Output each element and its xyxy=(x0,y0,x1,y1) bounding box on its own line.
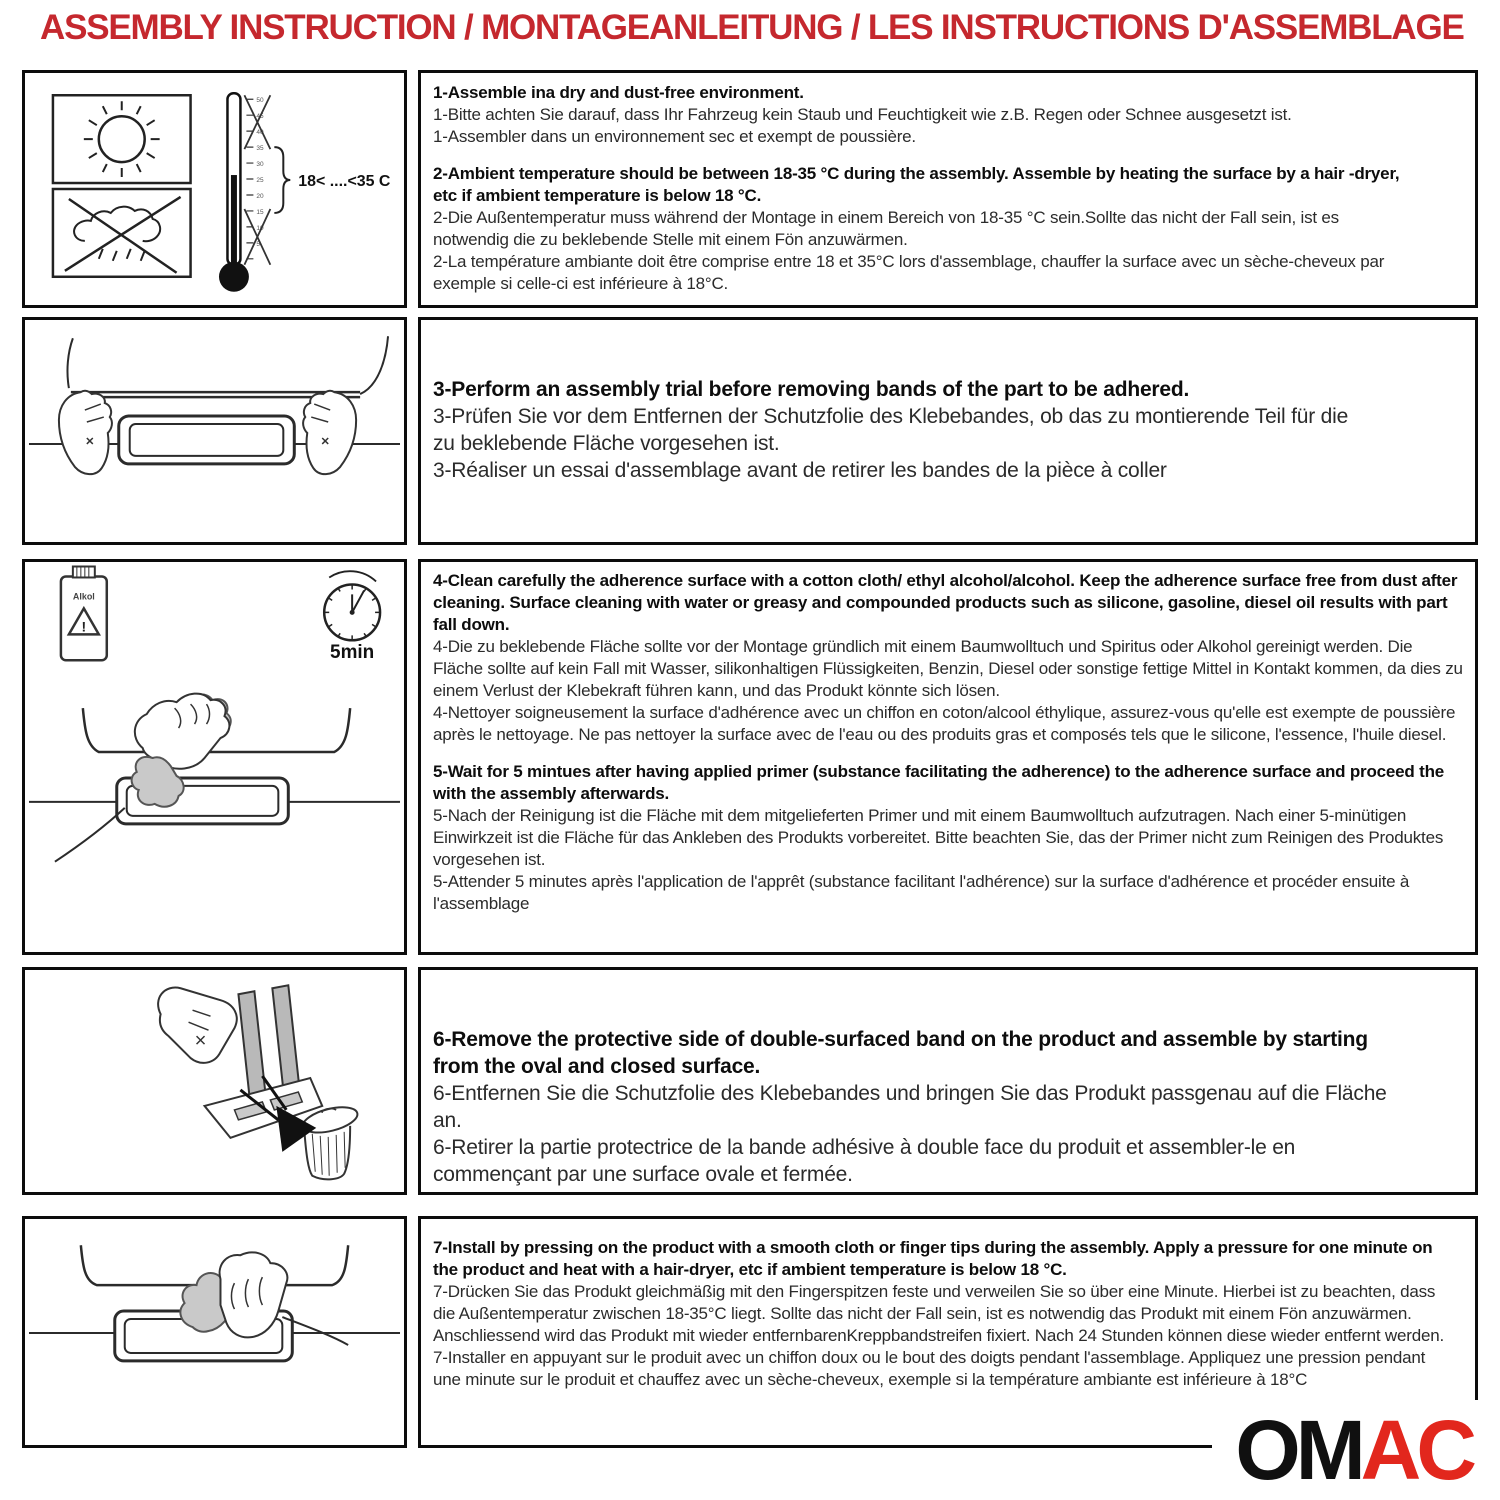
svg-text:15: 15 xyxy=(256,208,264,216)
instruction-text-box-2 xyxy=(418,317,1478,545)
instruction-paragraph: 6-Remove the protective side of double-surfaced band on the product and assemble by starting from the oval and closed surface. xyxy=(433,1028,1368,1078)
pressing-illustration-svg xyxy=(25,1219,404,1445)
svg-text:35: 35 xyxy=(256,145,264,153)
cleaning-illustration-svg xyxy=(25,562,404,952)
omac-logo xyxy=(1212,1400,1478,1500)
instruction-paragraph: 6-Entfernen Sie die Schutzfolie des Klebebandes und bringen Sie das Produkt passgenau auf die Fläche an. xyxy=(433,1082,1387,1132)
instruction-paragraph-list xyxy=(433,1026,1415,1188)
instruction-paragraph: 2-Die Außentemperatur muss während der Montage in einem Bereich von 18-35 °C sein.Sollte das nicht der Fall sein, ist es notwendig die zu beklebende Stelle mit einem Fön anzuwärmen. xyxy=(433,208,1339,249)
assembly-trial-illustration-svg xyxy=(25,320,404,542)
svg-text:!: ! xyxy=(81,618,87,635)
omac-logo-black-part: OM xyxy=(1235,1403,1361,1497)
svg-text:40: 40 xyxy=(256,129,264,137)
instruction-paragraph: 4-Nettoyer soigneusement la surface d'adhérence avec un chiffon en coton/alcool éthylique, assurez-vous qu'elle est exempte de poussière après le nettoyage. Ne pas nettoyer la surface avec de l'eau ou des produits gras et composés tels que le silicone, l'essence, l'huile diesel. xyxy=(433,703,1456,744)
instruction-paragraph: 1-Assembler dans un environnement sec et exempt de poussière. xyxy=(433,127,916,146)
svg-text:50: 50 xyxy=(256,97,264,105)
svg-text:45: 45 xyxy=(256,113,264,121)
page-title: ASSEMBLY INSTRUCTION / MONTAGEANLEITUNG / LES INSTRUCTIONS D'ASSEMBLAGE xyxy=(40,8,1464,47)
instruction-paragraph: 7-Drücken Sie das Produkt gleichmäßig mit den Fingerspitzen feste und verweilen Sie so über eine Minute. Hierbei ist zu beachten, dass die Außentemperatur zwischen 18-35°C liegt. Sollte das nicht der Fall sein, ist es notwendig das Produkt mit einem Fön anzuwärmen. Anschliessend wird das Produkt mit wieder entfernbarenKreppbandstreifen fixiert. Nach 24 Stunden können diese wieder entfernt werden. xyxy=(433,1282,1444,1345)
instruction-paragraph: 1-Assemble ina dry and dust-free environment. xyxy=(433,83,804,102)
band-removal-illustration xyxy=(22,967,407,1195)
instruction-paragraph: 3-Perform an assembly trial before removing bands of the part to be adhered. xyxy=(433,378,1190,401)
adhesive-band-icon xyxy=(67,336,388,397)
pressing-hand-icon xyxy=(180,1252,348,1345)
svg-text:25: 25 xyxy=(256,177,264,185)
peeling-hand-icon xyxy=(158,988,237,1063)
band-removal-illustration-svg xyxy=(25,970,404,1192)
instruction-paragraph-list xyxy=(433,82,1415,295)
instruction-paragraph: 6-Retirer la partie protectrice de la bande adhésive à double face du produit et assembler-le en commençant par une surface ovale et fermée. xyxy=(433,1136,1296,1186)
assembly-trial-illustration xyxy=(22,317,407,545)
cleaning-illustration xyxy=(22,559,407,955)
temperature-range-label: 18< ....<35 C xyxy=(298,173,391,191)
instruction-paragraph-list xyxy=(433,1237,1451,1391)
instruction-text-box-1 xyxy=(418,70,1478,308)
instruction-paragraph: 5-Attender 5 minutes après l'application de l'apprêt (substance facilitant l'adhérence) sur la surface d'adhérence et procéder ensuite à l'assemblage xyxy=(433,872,1410,913)
instruction-paragraph-list xyxy=(433,570,1463,915)
no-rain-icon xyxy=(53,189,191,277)
instruction-paragraph: 5-Nach der Reinigung ist die Fläche mit dem mitgelieferten Primer und mit einem Baumwolltuch aufzutragen. Nach einer 5-minütigen Einwirkzeit ist die Fläche für das Ankleben des Produkts vorbereitet. Bitte beachten Sie, das der Primer nicht zum Reinigen des Produktes vorgesehen ist. xyxy=(433,806,1444,869)
svg-text:5: 5 xyxy=(256,240,260,248)
instruction-paragraph: 2-La température ambiante doit être comprise entre 18 et 35°C lors d'assemblage, chauffer la surface avec un sèche-cheveux par exemple si celle-ci est inférieure à 18°C. xyxy=(433,252,1385,293)
instruction-paragraph: 7-Install by pressing on the product with a smooth cloth or finger tips during the assembly. Apply a pressure for one minute on the product and heat with a hair-dryer, etc if ambient temperature is below 18 °C. xyxy=(433,1238,1433,1279)
pressing-illustration xyxy=(22,1216,407,1448)
environment-illustration-svg xyxy=(25,73,404,305)
clock-icon xyxy=(324,571,380,663)
instruction-paragraph: 3-Réaliser un essai d'assemblage avant de retirer les bandes de la pièce à coller xyxy=(433,459,1167,482)
instruction-paragraph: 3-Prüfen Sie vor dem Entfernen der Schutzfolie des Klebebandes, ob das zu montierende Teil für die zu beklebende Fläche vorgesehen ist. xyxy=(433,405,1349,455)
trash-can-icon xyxy=(300,1102,360,1179)
instruction-text-box-3 xyxy=(418,559,1478,955)
right-hand-icon xyxy=(303,391,356,474)
left-hand-icon xyxy=(59,391,112,474)
instruction-paragraph: 5-Wait for 5 mintues after having applied primer (substance facilitating the adherence) to the adherence surface and proceed the with the assembly afterwards. xyxy=(433,762,1445,803)
svg-text:20: 20 xyxy=(256,192,264,200)
instruction-paragraph: 2-Ambient temperature should be between 18-35 °C during the assembly. Assemble by heating the surface by a hair -dryer, etc if ambient temperature is below 18 °C. xyxy=(433,164,1400,205)
sun-icon xyxy=(53,95,191,183)
timer-label: 5min xyxy=(330,642,375,664)
instruction-paragraph: 4-Die zu beklebende Fläche sollte vor der Montage gründlich mit einem Baumwolltuch und Spiritus oder Alkohol gereinigt werden. Die Fläche sollte auf kein Fall mit Wasser, silikonhaltigen Flüssigkeiten, Benzin, Diesel oder sonstige fettige Mittel in Kontakt kommen, da dies zu einem Verlust der Klebekraft führen kann, und das Produkt könnte sich lösen. xyxy=(433,637,1463,700)
svg-text:30: 30 xyxy=(256,161,264,169)
instruction-text-box-4 xyxy=(418,967,1478,1195)
omac-logo-red-part: AC xyxy=(1360,1403,1472,1497)
environment-illustration xyxy=(22,70,407,308)
bottle-label: Alkol xyxy=(72,591,95,602)
instruction-paragraph: 7-Installer en appuyant sur le produit avec un chiffon doux ou le bout des doigts pendant l'assemblage. Appliquez une pression pendant une minute sur le produit et chauffez avec un sèche-cheveux, exemple si la température ambiante est inférieure à 18°C xyxy=(433,1348,1426,1389)
thermometer-icon xyxy=(219,93,391,291)
instruction-paragraph-list xyxy=(433,376,1355,484)
instruction-paragraph: 1-Bitte achten Sie darauf, dass Ihr Fahrzeug kein Staub und Feuchtigkeit wie z.B. Regen oder Schnee ausgesetzt ist. xyxy=(433,105,1292,124)
brace-mark xyxy=(274,147,290,213)
alcohol-bottle-icon xyxy=(61,567,107,661)
instruction-paragraph: 4-Clean carefully the adherence surface with a cotton cloth/ ethyl alcohol/alcohol. Keep the adherence surface free from dust after cleaning. Surface cleaning with water or greasy and compounded products such as silicone, gasoline, diesel oil results with part fall down. xyxy=(433,571,1458,634)
svg-text:10: 10 xyxy=(256,224,264,232)
